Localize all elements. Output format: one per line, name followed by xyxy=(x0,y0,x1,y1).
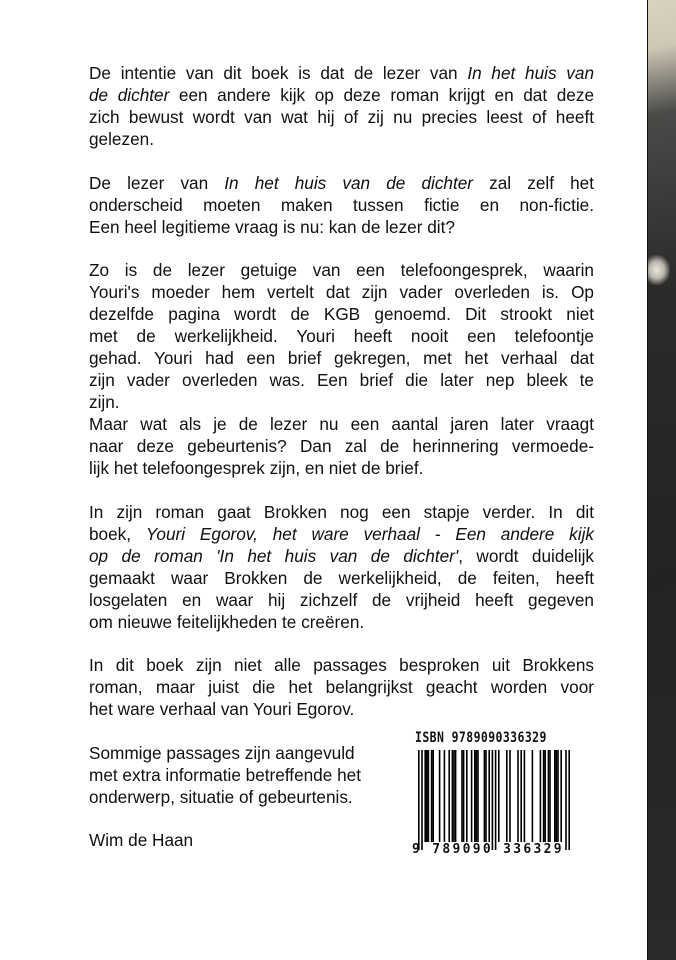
line xyxy=(89,172,594,194)
barcode-bar xyxy=(426,750,428,842)
barcode-bar xyxy=(444,750,446,842)
cover-photo-edge xyxy=(647,0,676,960)
barcode-bar xyxy=(544,750,546,842)
paragraph-passages xyxy=(89,654,594,720)
barcode-bar xyxy=(455,750,457,842)
line: gemaakt waar Brokken de werkelijkheid, de feiten, heeft xyxy=(89,567,594,588)
line xyxy=(89,545,594,567)
barcode-bar xyxy=(568,750,570,850)
barcode-digits: 9 789090 336329 xyxy=(412,842,564,857)
barcode-bar xyxy=(506,750,508,842)
barcode-bar xyxy=(556,750,558,842)
barcode-bar xyxy=(418,750,420,850)
paragraph-book xyxy=(89,501,594,633)
text: De intentie van dit boek is dat de lezer van xyxy=(89,63,468,83)
paragraph-intro xyxy=(89,62,594,150)
book-title: de dichter xyxy=(89,85,170,105)
line: zijn vader overleden was. Een brief die later nep bleek te xyxy=(89,370,594,390)
book-title: Youri Egorov, het ware verhaal - Een andere kijk xyxy=(145,523,595,544)
barcode-bar xyxy=(492,750,494,850)
text: , wordt duidelijk xyxy=(458,545,594,566)
isbn-barcode xyxy=(412,730,577,860)
barcode-bar xyxy=(463,750,465,842)
line: onderwerp, situatie of gebeurtenis. xyxy=(89,786,353,807)
paragraph-fiction xyxy=(89,172,594,238)
line: onderscheid moeten maken tussen fictie en non-fictie. xyxy=(89,194,594,215)
barcode-bar xyxy=(432,750,434,842)
line: naar deze gebeurtenis? Dan zal de herinnering vermoede- xyxy=(89,436,594,456)
text: De lezer van xyxy=(89,172,225,193)
line: In dit boek zijn niet alle passages besproken uit Brokkens xyxy=(89,655,594,675)
line xyxy=(89,62,594,84)
barcode-bar xyxy=(565,750,567,850)
line xyxy=(89,84,594,106)
barcode-bar xyxy=(476,750,478,842)
line: losgelaten en waar hij zichzelf de vrijheid heeft gegeven xyxy=(89,589,594,610)
book-title: In het huis van xyxy=(467,63,594,83)
barcode-bar xyxy=(428,750,430,842)
barcode-bar xyxy=(520,750,522,842)
text: zal zelf het xyxy=(473,172,594,193)
barcode-bar xyxy=(543,750,545,842)
isbn-label: ISBN 9789090336329 xyxy=(415,730,547,746)
barcode-bar xyxy=(517,750,519,842)
barcode-bar xyxy=(485,750,487,842)
barcode-bar xyxy=(477,750,479,842)
barcode-bar xyxy=(509,750,511,842)
author-name: Wim de Haan xyxy=(89,830,194,850)
barcode-bar xyxy=(474,750,476,842)
barcode-bar xyxy=(484,750,486,842)
line: het ware verhaal van Youri Egorov. xyxy=(89,699,355,719)
line: Een heel legitieme vraag is nu: kan de lezer dit? xyxy=(89,216,455,237)
photo-highlight xyxy=(648,255,670,285)
barcode-bar xyxy=(495,750,497,850)
barcode-bar xyxy=(540,750,542,842)
text: een andere kijk op deze roman krijgt en dat deze xyxy=(169,85,594,105)
line xyxy=(89,523,594,545)
line: Maar wat als je de lezer nu een aantal jaren later vraagt xyxy=(89,414,594,434)
barcode-bar xyxy=(466,750,468,842)
paragraph-supplement xyxy=(89,742,389,808)
barcode-bar xyxy=(498,750,500,842)
barcode-bar xyxy=(448,750,450,842)
barcode-bar xyxy=(554,750,556,842)
line: zijn. xyxy=(89,392,120,412)
barcode-bar xyxy=(471,750,473,842)
book-title: op de roman 'In het huis van de dichter' xyxy=(89,545,459,566)
barcode-bar xyxy=(439,750,441,842)
text: boek, xyxy=(89,523,146,544)
barcode-bar xyxy=(560,750,562,842)
barcode-bar xyxy=(557,750,559,842)
line: lijk het telefoongesprek zijn, en niet de brief. xyxy=(89,458,424,478)
line: roman, maar juist die het belangrijkst geacht worden voor xyxy=(89,677,594,697)
line: dezelfde pagina wordt de KGB genoemd. Dit strookt niet xyxy=(89,304,594,324)
line: gehad. Youri had een brief gekregen, met het verhaal dat xyxy=(89,348,594,368)
line: Sommige passages zijn aangevuld xyxy=(89,742,355,763)
line: om nieuwe feitelijkheden te creëren. xyxy=(89,611,365,632)
line: Youri's moeder hem vertelt dat zijn vader overleden is. Op xyxy=(89,282,594,302)
line: gelezen. xyxy=(89,129,154,149)
barcode-bars xyxy=(418,750,573,850)
barcode-bar xyxy=(453,750,455,842)
line: In zijn roman gaat Brokken nog een stapje verder. In dit xyxy=(89,501,594,522)
barcode-bar xyxy=(524,750,526,842)
line: zich bewust wordt van wat hij of zij nu precies leest of heeft xyxy=(89,107,594,127)
line: met de werkelijkheid. Youri heeft nooit een telefoontje xyxy=(89,326,594,346)
line: Zo is de lezer getuige van een telefoongesprek, waarin xyxy=(89,260,594,280)
barcode-bar xyxy=(488,750,490,842)
barcode-bar xyxy=(461,750,463,842)
barcode-bar xyxy=(549,750,551,842)
book-title: In het huis van de dichter xyxy=(224,172,474,193)
barcode-bar xyxy=(421,750,423,850)
barcode-bar xyxy=(424,750,426,842)
barcode-bar xyxy=(532,750,534,842)
paragraph-example xyxy=(89,259,594,479)
barcode-bar xyxy=(452,750,454,842)
line: met extra informatie betreffende het xyxy=(89,764,361,785)
barcode-bar xyxy=(548,750,550,842)
barcode-bar xyxy=(431,750,433,842)
